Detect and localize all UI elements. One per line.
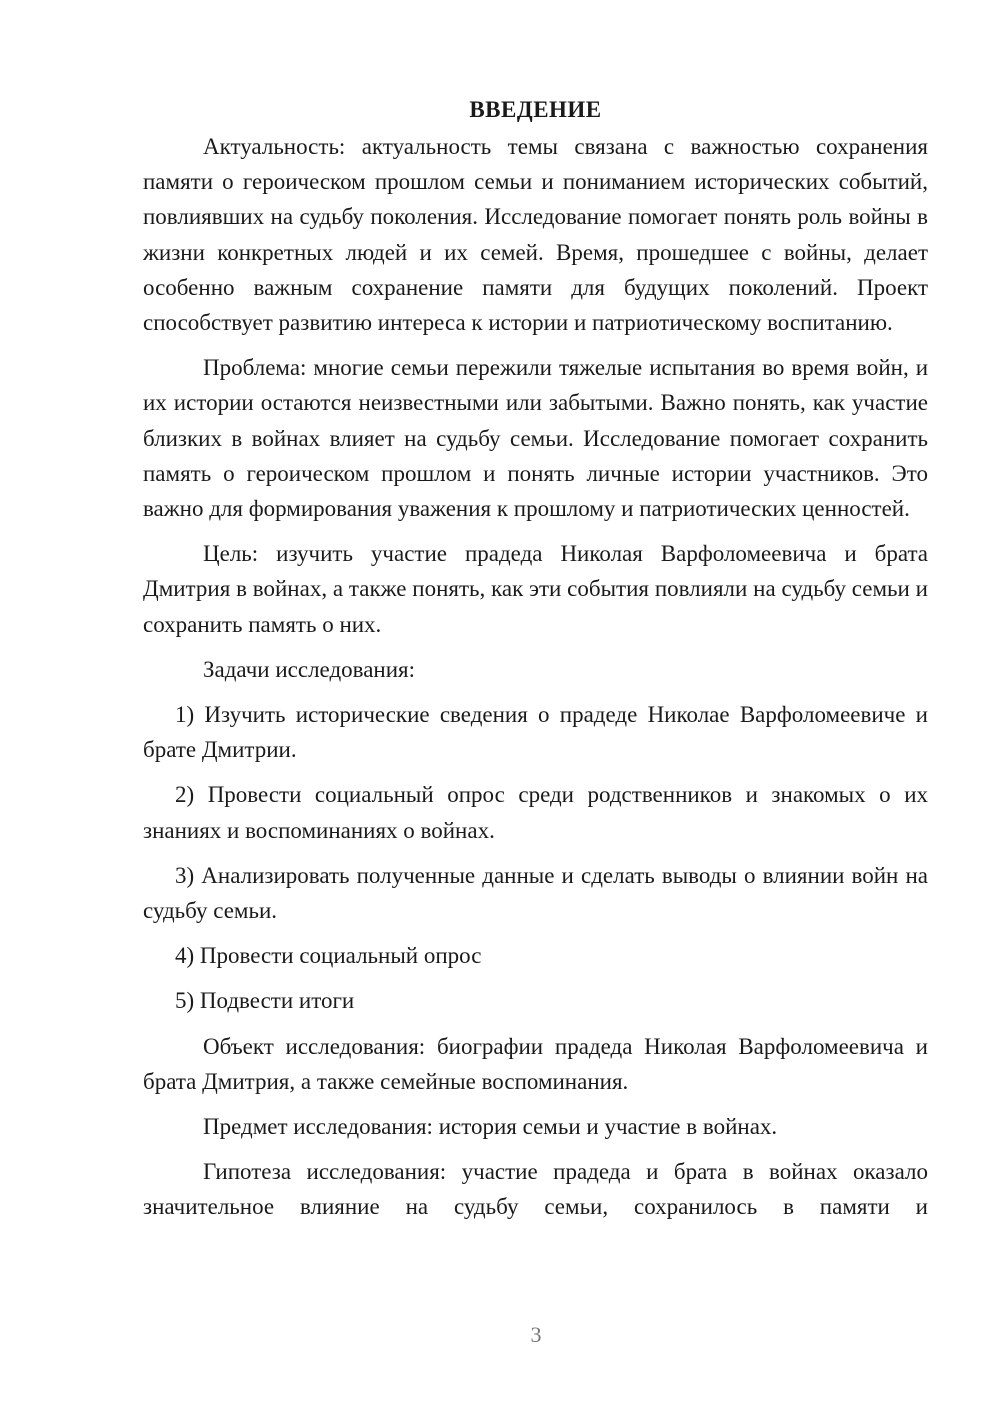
hypothesis-paragraph: Гипотеза исследования: участие прадеда и брата в войнах оказало значительное влияние на судьбу семьи, сохранилось в памяти и xyxy=(143,1159,928,1220)
subject-paragraph: Предмет исследования: история семьи и участие в войнах. xyxy=(203,1114,778,1140)
tasks-heading: Задачи исследования: xyxy=(203,656,416,682)
task-item: 4) Провести социальный опрос xyxy=(175,943,482,969)
task-item: 5) Подвести итоги xyxy=(175,988,355,1014)
document-page xyxy=(143,92,928,1225)
page-number: 3 xyxy=(530,1322,542,1347)
object-paragraph: Объект исследования: биографии прадеда Николая Варфоломеевича и брата Дмитрия, а также семейные воспоминания. xyxy=(143,1033,928,1094)
section-title: ВВЕДЕНИЕ xyxy=(469,97,602,122)
task-item: 3) Анализировать полученные данные и сделать выводы о влиянии войн на судьбу семьи. xyxy=(143,862,928,924)
problem-paragraph: Проблема: многие семьи пережили тяжелые испытания во время войн, и их истории остаются неизвестными или забытыми. Важно понять, как участие близких в войнах влияет на судьбу семьи. Исследование помогает сохранить память о героическом прошлом и понять личные истории участников. Это важно для формирования уважения к прошлому и патриотических ценностей. xyxy=(143,355,928,522)
task-item: 1) Изучить исторические сведения о прадеде Николае Варфоломеевиче и брате Дмитрии. xyxy=(143,702,928,763)
task-item: 2) Провести социальный опрос среди родственников и знакомых о их знаниях и воспоминаниях о войнах. xyxy=(143,782,928,843)
relevance-paragraph: Актуальность: актуальность темы связана с важностью сохранения памяти о героическом прошлом семьи и пониманием исторических событий, повлиявших на судьбу поколения. Исследование помогает понять роль войны в жизни конкретных людей и их семей. Время, прошедшее с войны, делает особенно важным сохранение памяти для будущих поколений. Проект способствует развитию интереса к истории и патриотическому воспитанию. xyxy=(143,134,928,336)
goal-paragraph: Цель: изучить участие прадеда Николая Варфоломеевича и брата Дмитрия в войнах, а также понять, как эти события повлияли на судьбу семьи и сохранить память о них. xyxy=(143,541,928,637)
